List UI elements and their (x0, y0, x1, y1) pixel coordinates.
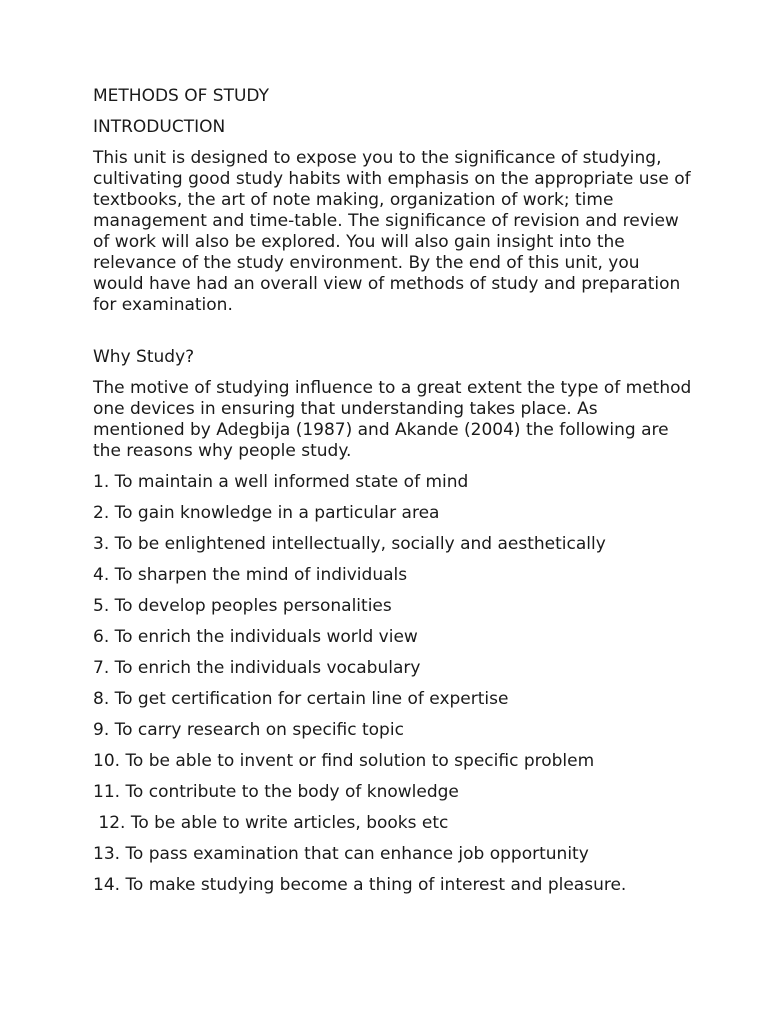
document-page (93, 86, 693, 906)
list-item: 10. To be able to invent or find solution to specific problem (93, 751, 595, 771)
intro-paragraph: This unit is designed to expose you to the significance of studying, cultivating good study habits with emphasis on the appropriate use of textbooks, the art of note making, organization of work; time management and time-table. The significance of revision and review of work will also be explored. You will also gain insight into the relevance of the study environment. By the end of this unit, you would have had an overall view of methods of study and preparation for examination. (93, 148, 691, 315)
list-item: 13. To pass examination that can enhance job opportunity (93, 844, 589, 864)
list-item: 7. To enrich the individuals vocabulary (93, 658, 421, 678)
list-item: 14. To make studying become a thing of interest and pleasure. (93, 875, 627, 895)
list-item: 6. To enrich the individuals world view (93, 627, 418, 647)
intro-heading: INTRODUCTION (93, 117, 226, 137)
list-item: 11. To contribute to the body of knowledge (93, 782, 459, 802)
list-item: 9. To carry research on specific topic (93, 720, 404, 740)
document-title: METHODS OF STUDY (93, 86, 269, 106)
list-item: 8. To get certification for certain line of expertise (93, 689, 509, 709)
list-item: 1. To maintain a well informed state of mind (93, 472, 469, 492)
list-item: 12. To be able to write articles, books etc (93, 813, 449, 833)
list-item: 2. To gain knowledge in a particular area (93, 503, 440, 523)
list-item: 3. To be enlightened intellectually, socially and aesthetically (93, 534, 606, 554)
why-study-paragraph: The motive of studying influence to a great extent the type of method one devices in ensuring that understanding takes place. As mentioned by Adegbija (1987) and Akande (2004) the following are the reasons why people study. (93, 378, 692, 461)
why-study-heading: Why Study? (93, 347, 195, 367)
reasons-list (93, 472, 693, 896)
list-item: 4. To sharpen the mind of individuals (93, 565, 408, 585)
list-item: 5. To develop peoples personalities (93, 596, 392, 616)
